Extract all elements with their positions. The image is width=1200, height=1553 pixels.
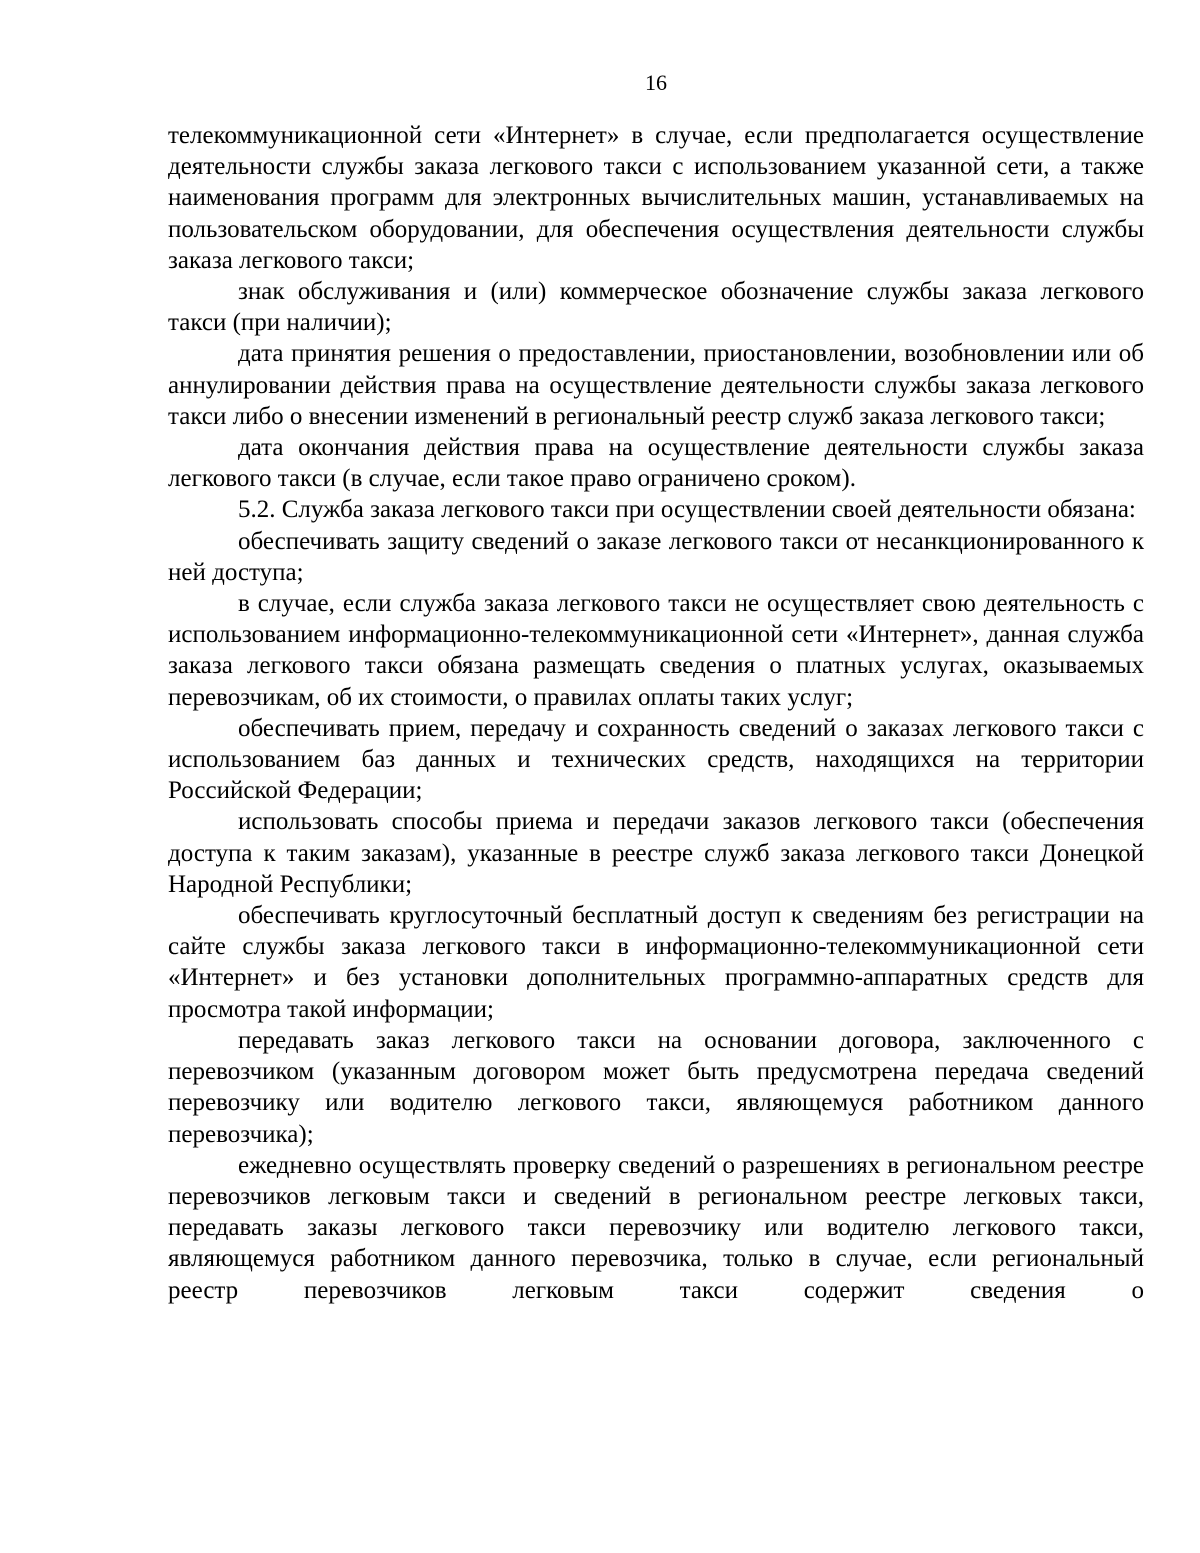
paragraph-6: обеспечивать защиту сведений о заказе легкового такси от несанкционированного к ней доступа; bbox=[168, 527, 1144, 586]
paragraph-11: передавать заказ легкового такси на основании договора, заключенного с перевозчиком (указанным договором может быть предусмотрена передача сведений перевозчику или водителю легкового такси, являющемуся работником данного перевозчика); bbox=[168, 1026, 1144, 1148]
paragraph-12: ежедневно осуществлять проверку сведений о разрешениях в региональном реестре перевозчиков легковым такси и сведений в региональном реестре легковых такси, передавать заказы легкового такси перевозчику или водителю легкового такси, являющемуся работником данного перевозчика, только в случае, если региональный реестр перевозчиков легковым такси содержит сведения о bbox=[168, 1151, 1144, 1304]
paragraph-3: дата принятия решения о предоставлении, приостановлении, возобновлении или об аннулировании действия права на осуществление деятельности службы заказа легкового такси либо о внесении изменений в региональный реестр служб заказа легкового такси; bbox=[168, 340, 1144, 430]
document-body bbox=[168, 120, 1144, 1306]
paragraph-1: телекоммуникационной сети «Интернет» в случае, если предполагается осуществление деятельности службы заказа легкового такси с использованием указанной сети, а также наименования программ для электронных вычислительных машин, устанавливаемых на пользовательском оборудовании, для обеспечения осуществления деятельности службы заказа легкового такси; bbox=[168, 122, 1144, 274]
paragraph-10: обеспечивать круглосуточный бесплатный доступ к сведениям без регистрации на сайте службы заказа легкового такси в информационно-телекоммуникационной сети «Интернет» и без установки дополнительных программно-аппаратных средств для просмотра такой информации; bbox=[168, 902, 1144, 1023]
paragraph-2: знак обслуживания и (или) коммерческое обозначение службы заказа легкового такси (при наличии); bbox=[168, 278, 1144, 337]
paragraph-8: обеспечивать прием, передачу и сохранность сведений о заказах легкового такси с использованием баз данных и технических средств, находящихся на территории Российской Федерации; bbox=[168, 714, 1144, 805]
paragraph-9: использовать способы приема и передачи заказов легкового такси (обеспечения доступа к таким заказам), указанные в реестре служб заказа легкового такси Донецкой Народной Республики; bbox=[168, 808, 1144, 898]
paragraph-5: 5.2. Служба заказа легкового такси при осуществлении своей деятельности обязана: bbox=[238, 496, 1136, 524]
paragraph-7: в случае, если служба заказа легкового такси не осуществляет свою деятельность с использованием информационно-телекоммуникационной сети «Интернет», данная служба заказа легкового такси обязана размещать сведения о платных услугах, оказываемых перевозчикам, об их стоимости, о правилах оплаты таких услуг; bbox=[168, 590, 1144, 711]
paragraph-4: дата окончания действия права на осуществление деятельности службы заказа легкового такси (в случае, если такое право ограничено сроком). bbox=[168, 434, 1144, 493]
page-number: 16 bbox=[645, 70, 667, 95]
